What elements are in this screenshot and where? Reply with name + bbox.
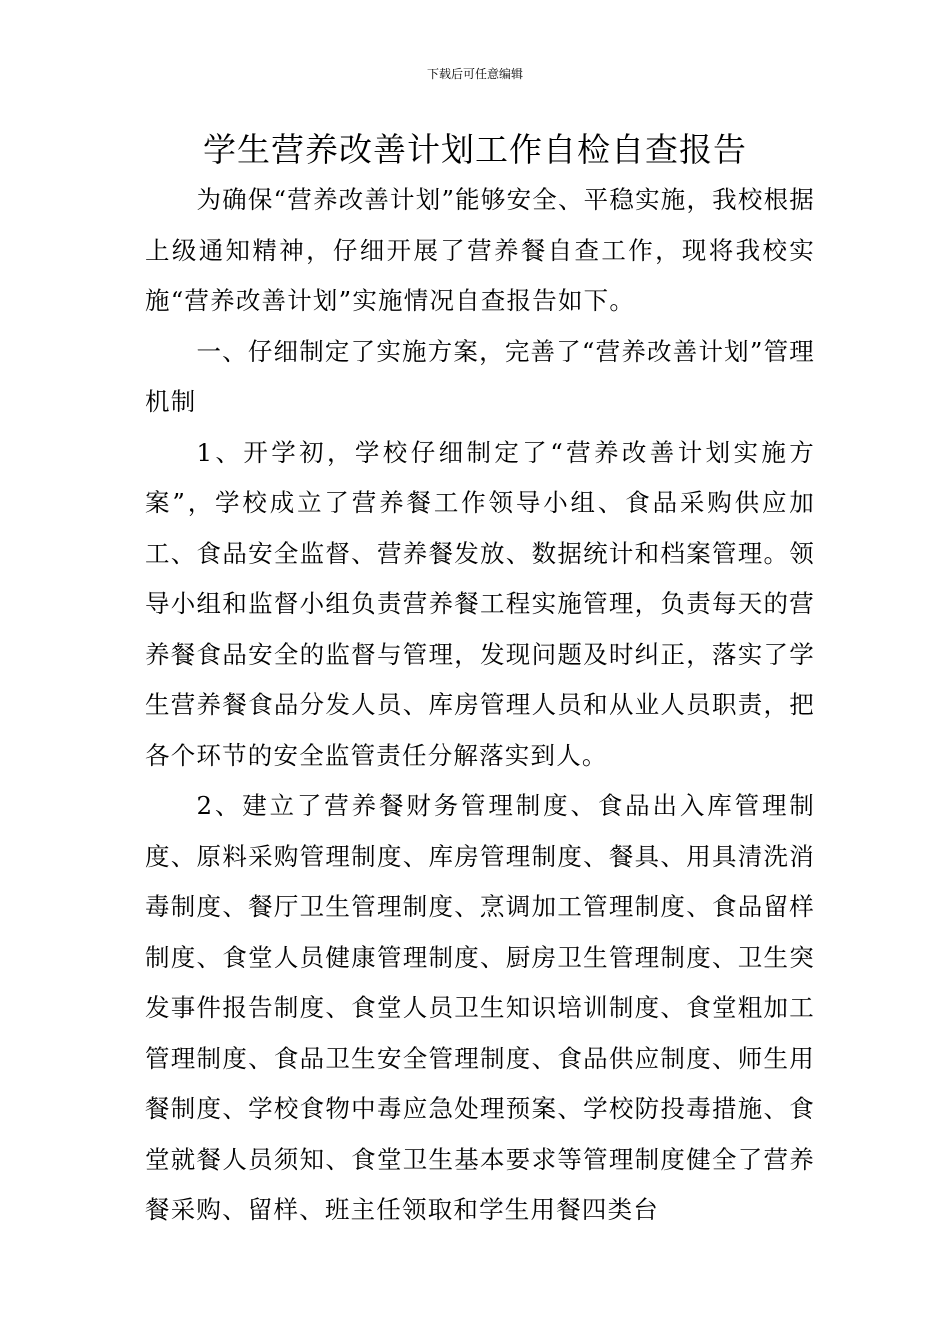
document-title: 学生营养改善计划工作自检自查报告 [203,130,747,169]
section-heading-1: 一、仔细制定了实施方案，完善了“营养改善计划”管理机制 [145,336,815,416]
document-body [145,175,815,1236]
item-paragraph-2: 2、建立了营养餐财务管理制度、食品出入库管理制度、原料采购管理制度、库房管理制度、餐具、用具清洗消毒制度、餐厅卫生管理制度、烹调加工管理制度、食品留样制度、食堂人员健康管理制度、厨房卫生管理制度、卫生突发事件报告制度、食堂人员卫生知识培训制度、食堂粗加工管理制度、食品卫生安全管理制度、食品供应制度、师生用餐制度、学校食物中毒应急处理预案、学校防投毒措施、食堂就餐人员须知、食堂卫生基本要求等管理制度健全了营养餐采购、留样、班主任领取和学生用餐四类台 [145,791,815,1224]
intro-paragraph: 为确保“营养改善计划”能够安全、平稳实施，我校根据上级通知精神，仔细开展了营养餐自查工作，现将我校实施“营养改善计划”实施情况自查报告如下。 [145,185,815,315]
page-header-note: 下载后可任意编辑 [426,67,523,81]
item-paragraph-1: 1、开学初，学校仔细制定了“营养改善计划实施方案”，学校成立了营养餐工作领导小组、食品采购供应加工、食品安全监督、营养餐发放、数据统计和档案管理。领导小组和监督小组负责营养餐工程实施管理，负责每天的营养餐食品安全的监督与管理，发现问题及时纠正，落实了学生营养餐食品分发人员、库房管理人员和从业人员职责，把各个环节的安全监管责任分解落实到人。 [145,437,815,770]
